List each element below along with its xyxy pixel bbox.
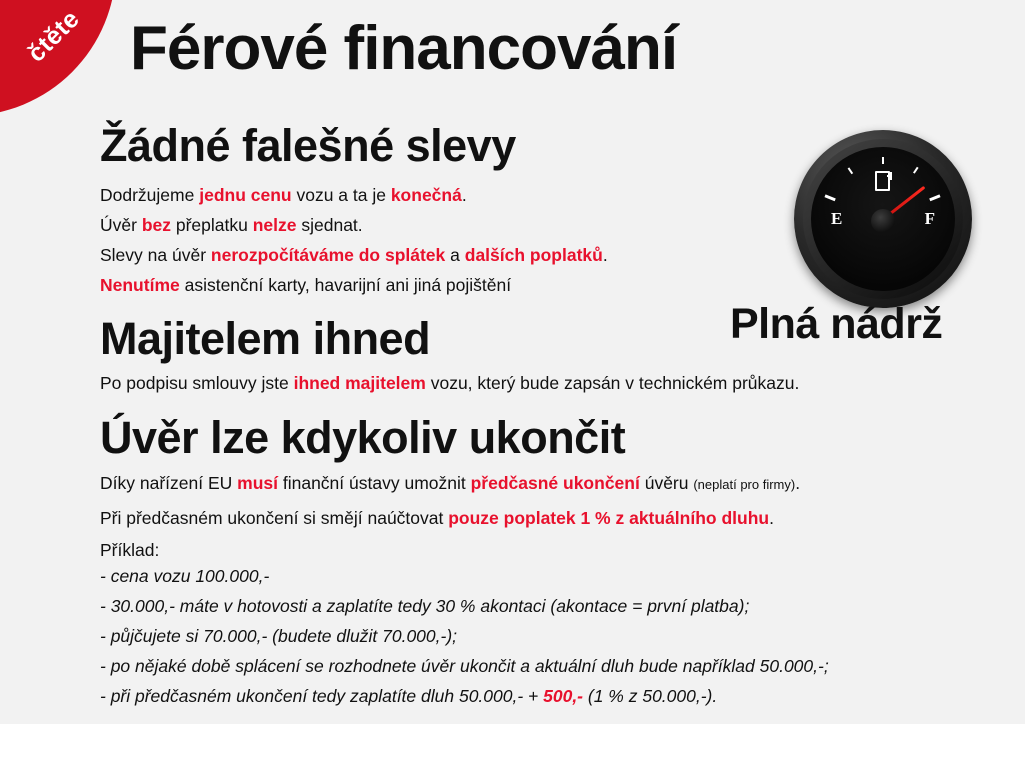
- section-3-line-3: Příklad:: [100, 540, 160, 560]
- page-title: Férové financování: [130, 14, 678, 83]
- section-heading-3: Úvěr lze kdykoliv ukončit: [100, 412, 626, 463]
- gauge-tick-threequarter: [913, 167, 919, 174]
- section-2-line-1: Po podpisu smlouvy jste ihned majitelem vozu, který bude zapsán v technickém průkazu.: [100, 373, 800, 393]
- example-line-2: - 30.000,- máte v hotovosti a zaplatíte tedy 30 % akontaci (akontace = první platba);: [100, 596, 750, 616]
- gauge-label-full: F: [924, 209, 935, 228]
- gauge-tick-quarter: [848, 167, 854, 174]
- section-1-line-2: Úvěr bez přeplatku nelze sjednat.: [100, 215, 363, 235]
- gauge-caption: Plná nádrž: [730, 300, 943, 348]
- section-1-line-4: Nenutíme asistenční karty, havarijní ani jiná pojištění: [100, 275, 512, 295]
- gauge-tick-full: [929, 194, 940, 201]
- gauge-label-empty: E: [831, 209, 843, 228]
- example-line-1: - cena vozu 100.000,-: [100, 566, 270, 586]
- section-1-line-1: Dodržujeme jednu cenu vozu a ta je konečná.: [100, 185, 467, 205]
- footer-bar: [0, 724, 1025, 768]
- gauge-tick-half: [882, 157, 884, 164]
- section-3-line-1: Díky nařízení EU musí finanční ústavy umožnit předčasné ukončení úvěru (neplatí pro firmy).: [100, 473, 801, 493]
- example-line-5: - při předčasném ukončení tedy zaplatíte dluh 50.000,- + 500,- (1 % z 50.000,-).: [100, 686, 718, 706]
- gauge-face: [811, 147, 955, 291]
- fuel-pump-icon: [873, 169, 893, 189]
- section-heading-2: Majitelem ihned: [100, 313, 431, 364]
- gauge-hub: [871, 209, 895, 233]
- example-line-3: - půjčujete si 70.000,- (budete dlužit 70.000,-);: [100, 626, 458, 646]
- section-heading-1: Žádné falešné slevy: [100, 120, 516, 171]
- section-1-line-3: Slevy na úvěr nerozpočítáváme do splátek a dalších poplatků.: [100, 245, 608, 265]
- section-3-line-2: Při předčasném ukončení si smějí naúčtovat pouze poplatek 1 % z aktuálního dluhu.: [100, 508, 774, 528]
- gauge-tick-empty: [824, 194, 835, 201]
- fuel-gauge: [794, 130, 972, 308]
- corner-ribbon: [0, 0, 130, 130]
- ribbon-label: čtěte: [22, 4, 86, 68]
- example-line-4: - po nějaké době splácení se rozhodnete úvěr ukončit a aktuální dluh bude například 50.000,-;: [100, 656, 829, 676]
